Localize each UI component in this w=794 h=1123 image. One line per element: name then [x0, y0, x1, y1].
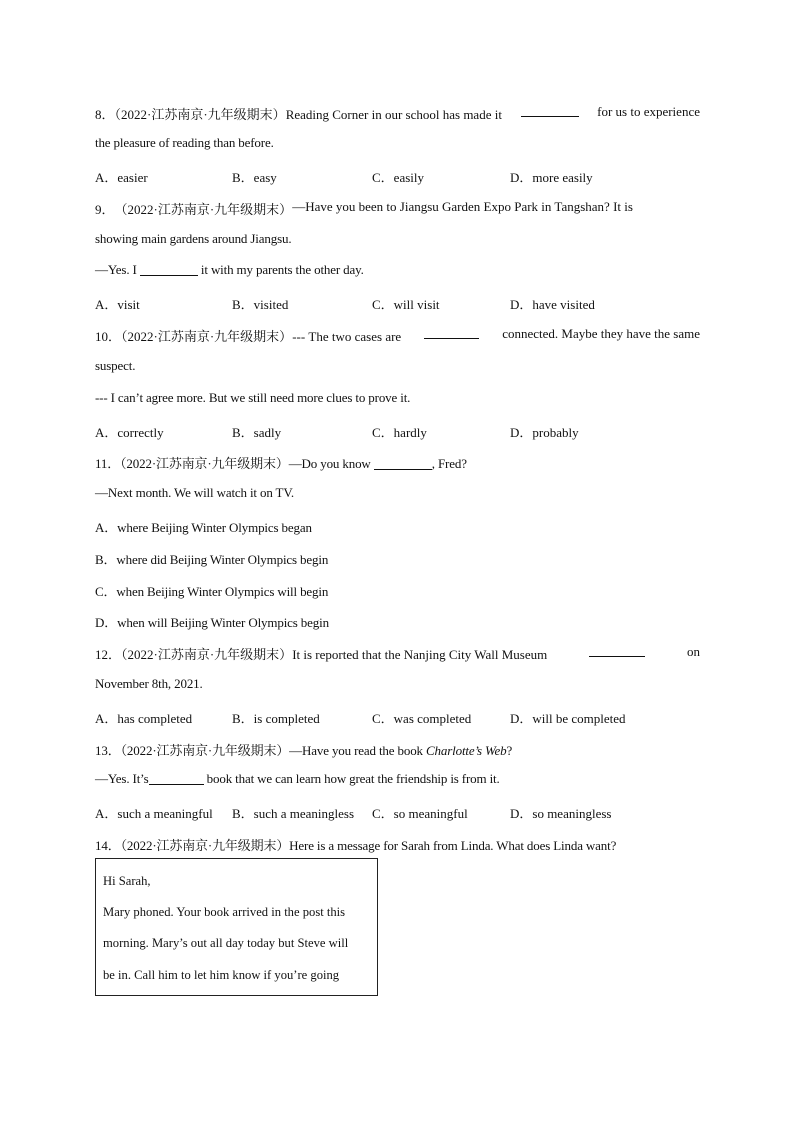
q9-reply	[95, 262, 364, 278]
q13-option-b: B．such a meaningless	[232, 806, 355, 821]
q11-option-a: A．where Beijing Winter Olympics began	[95, 520, 312, 535]
q9-reply-pre: —Yes. I	[95, 262, 137, 277]
answer-blank	[140, 263, 198, 276]
q10-number: 10．	[95, 329, 122, 344]
q8-option-a: A．easier	[95, 170, 148, 185]
q10-stem-line1	[95, 326, 700, 345]
q13-option-d: D．so meaningless	[510, 806, 612, 821]
q8-stem-text-post: for us to experience	[597, 104, 700, 119]
q8-option-b: B．easy	[232, 170, 277, 185]
q9-stem-line2: showing main gardens around Jiangsu.	[95, 231, 292, 246]
q10-stem-line2: suspect.	[95, 358, 136, 373]
q13-number: 13．	[95, 743, 121, 758]
q13-stem	[95, 740, 512, 759]
q14-stem-text: Here is a message for Sarah from Linda. What does Linda want?	[289, 838, 617, 853]
q13-option-a: A．such a meaningful	[95, 806, 213, 821]
q9-number: 9．	[95, 202, 115, 217]
q9-stem-text: —Have you been to Jiangsu Garden Expo Park in Tangshan? It is	[292, 199, 633, 214]
q13-option-c: C．so meaningful	[372, 806, 468, 821]
q12-stem-line2: November 8th, 2021.	[95, 676, 203, 691]
answer-blank	[149, 772, 204, 785]
q13-reply-pre: —Yes. It’s	[95, 771, 149, 786]
q10-option-b: B．sadly	[232, 425, 282, 440]
q12-option-b: B．is completed	[232, 711, 320, 726]
q10-stem-text: --- The two cases are	[292, 329, 402, 344]
q14-message-box	[95, 858, 378, 996]
q11-option-b: B．where did Beijing Winter Olympics begin	[95, 552, 329, 567]
q14-source: （2022·江苏南京·九年级期末）	[120, 838, 290, 853]
q11-option-c: C．when Beijing Winter Olympics will begin	[95, 584, 329, 599]
q12-stem-text-post: on	[687, 644, 700, 659]
answer-blank	[374, 457, 432, 470]
q12-source: （2022·江苏南京·九年级期末）	[121, 647, 293, 662]
q12-number: 12．	[95, 647, 122, 662]
q8-stem-line2: the pleasure of reading than before.	[95, 135, 274, 150]
q11-reply: —Next month. We will watch it on TV.	[95, 485, 295, 500]
q9-stem-line1	[95, 199, 700, 218]
answer-blank	[521, 104, 579, 117]
answer-blank	[424, 326, 479, 339]
q12-stem-line1	[95, 644, 700, 663]
q12-option-a: A．has completed	[95, 711, 193, 726]
q9-option-b: B．visited	[232, 297, 289, 312]
q10-source: （2022·江苏南京·九年级期末）	[121, 329, 293, 344]
q8-source: （2022·江苏南京·九年级期末）	[114, 107, 286, 122]
q9-option-a: A．visit	[95, 297, 140, 312]
q11-number: 11．	[95, 456, 121, 471]
q13-stem-text: —Have you read the book	[289, 743, 423, 758]
q11-source: （2022·江苏南京·九年级期末）	[120, 456, 289, 471]
q11-stem-text-post: , Fred?	[431, 456, 467, 471]
q11-option-d: D．when will Beijing Winter Olympics begin	[95, 615, 329, 630]
q14-stem	[95, 835, 616, 854]
message-line: Mary phoned. Your book arrived in the post this	[103, 905, 346, 919]
message-line: morning. Mary’s out all day today but Steve will	[103, 936, 349, 950]
q13-reply	[95, 771, 500, 787]
q10-option-a: A．correctly	[95, 425, 164, 440]
q8-stem-line1	[95, 104, 700, 123]
q13-book-title: Charlotte’s Web	[426, 743, 507, 758]
q8-stem-text: Reading Corner in our school has made it	[285, 107, 502, 122]
q13-reply-post: book that we can learn how great the friendship is from it.	[206, 771, 500, 786]
q12-stem-text: It is reported that the Nanjing City Wall Museum	[292, 647, 548, 662]
q12-option-d: D．will be completed	[510, 711, 626, 726]
q12-option-c: C．was completed	[372, 711, 472, 726]
q13-source: （2022·江苏南京·九年级期末）	[120, 743, 290, 758]
q11-stem	[95, 453, 467, 472]
q9-option-d: D．have visited	[510, 297, 595, 312]
q9-reply-post: it with my parents the other day.	[200, 262, 364, 277]
q8-option-d: D．more easily	[510, 170, 593, 185]
q8-number: 8．	[95, 107, 115, 122]
q11-stem-text: —Do you know	[288, 456, 371, 471]
q13-stem-text-post: ?	[506, 743, 513, 758]
q9-option-c: C．will visit	[372, 297, 440, 312]
q9-source: （2022·江苏南京·九年级期末）	[114, 202, 293, 217]
q8-option-c: C．easily	[372, 170, 424, 185]
answer-blank	[589, 644, 645, 657]
q10-option-d: D．probably	[510, 425, 579, 440]
q10-option-c: C．hardly	[372, 425, 427, 440]
q10-stem-text-post: connected. Maybe they have the same	[502, 326, 700, 341]
message-greeting: Hi Sarah,	[103, 874, 151, 888]
q14-number: 14．	[95, 838, 121, 853]
message-line: be in. Call him to let him know if you’re going	[103, 968, 340, 982]
q10-reply: --- I can’t agree more. But we still need more clues to prove it.	[95, 390, 411, 405]
